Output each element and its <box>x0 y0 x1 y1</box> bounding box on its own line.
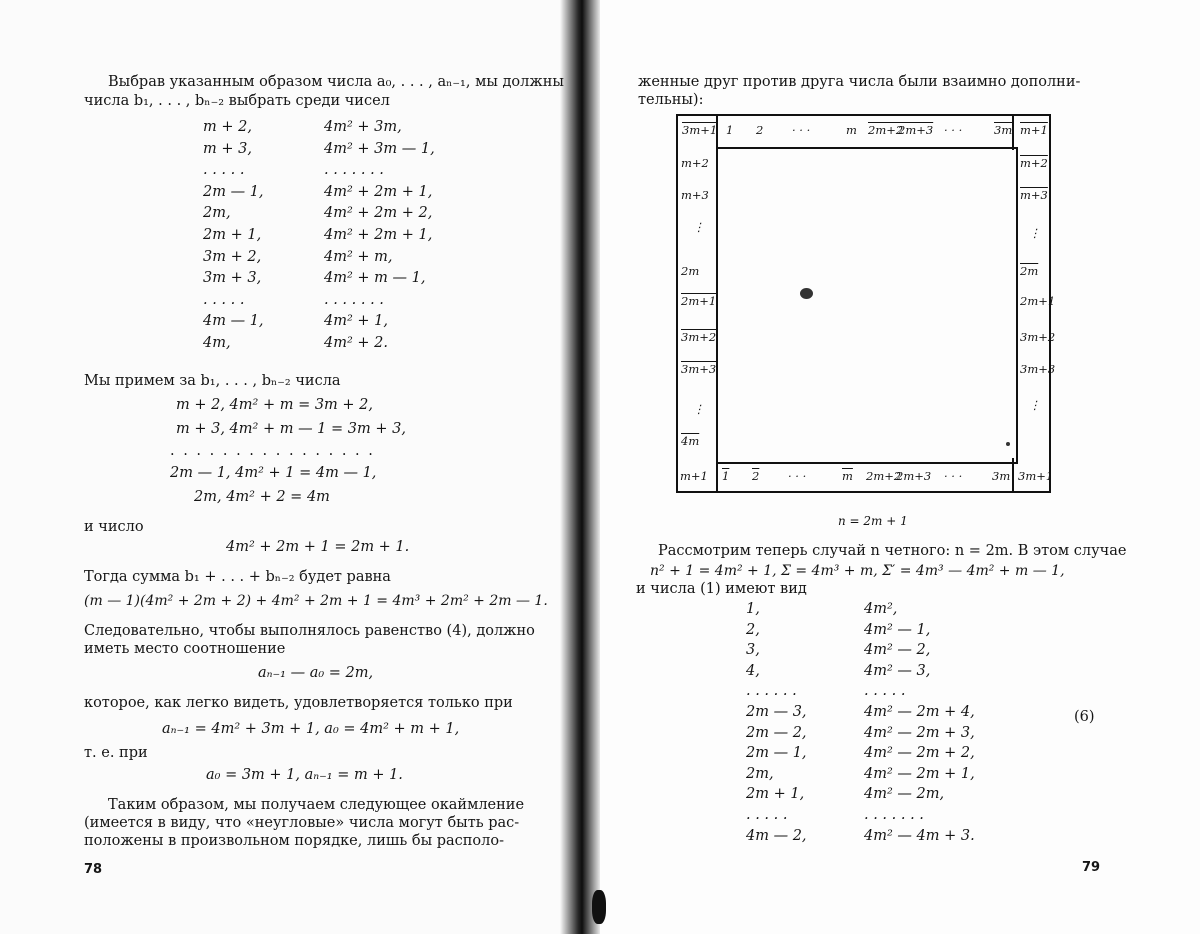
diagram-corner-divider <box>716 458 718 493</box>
diagram-top-label: · · · <box>944 123 963 137</box>
diagram-right-label: 3m+3 <box>1020 362 1056 376</box>
a0-equation: a₀ = 3m + 1, aₙ₋₁ = m + 1. <box>206 767 403 783</box>
diagram-bottom-label: 2m+3 <box>896 469 932 483</box>
table-right-cell: . . . . . . . <box>324 162 384 179</box>
accept-line: Мы примем за b₁, . . . , bₙ₋₂ числа <box>84 373 341 389</box>
list6-left-cell: 4, <box>746 662 760 679</box>
scan-speck <box>592 890 606 924</box>
diagram-bottom-label: 2 <box>752 469 760 483</box>
list6-left-cell: 2m + 1, <box>746 786 805 803</box>
top-line-2: тельны): <box>638 92 704 108</box>
diagram-top-label: 2m+2 <box>868 123 904 137</box>
diagram-left-label: 2m <box>681 264 700 278</box>
list6-right-cell: 4m² — 2, <box>864 642 931 659</box>
which-text: которое, как легко видеть, удовлетворяется только при <box>84 695 513 711</box>
list6-left-cell: 1, <box>746 601 760 617</box>
list6-right-cell: 4m² — 2m + 4, <box>864 704 975 720</box>
list6-right-cell: 4m² — 3, <box>864 662 931 679</box>
scan-speck <box>1006 442 1010 446</box>
diagram-bottom-label: · · · <box>788 469 807 483</box>
list6-right-cell: 4m² — 2m + 2, <box>864 745 975 762</box>
final-line-1: Таким образом, мы получаем следующее окаймление <box>108 797 525 813</box>
diagram-top-label: · · · <box>792 123 811 137</box>
consider-line-1: Рассмотрим теперь случай n четного: n = 2m. В этом случае <box>658 543 1127 559</box>
diagram-inner-frame <box>716 147 1018 464</box>
diagram-right-label: 3m+2 <box>1020 330 1056 344</box>
list6-right-cell: 4m² — 1, <box>864 621 931 638</box>
diagram-right-label: 2m <box>1020 264 1039 278</box>
diagram-corner-divider <box>1012 114 1014 150</box>
diagram-left-label: 3m+2 <box>681 330 717 344</box>
scan-speck <box>800 288 813 299</box>
page-number-left: 78 <box>84 862 103 877</box>
list6-left-cell: . . . . . . <box>746 683 797 700</box>
intro-line-2: числа b₁, . . . , bₙ₋₂ выбрать среди чисел <box>84 93 390 109</box>
ie-text: т. е. при <box>84 745 148 761</box>
book-gutter <box>560 0 600 934</box>
list6-right-cell: 4m² — 2m + 1, <box>864 765 975 782</box>
diagram-left-label: 3m+3 <box>681 362 717 376</box>
table-right-cell: 4m² + 2. <box>324 335 388 351</box>
diagram-bottom-label: 1 <box>722 469 730 483</box>
diagram-top-label: 3m <box>994 123 1013 137</box>
table-left-cell: . . . . . <box>203 291 245 308</box>
list6-left-cell: 3, <box>746 642 760 659</box>
diagram-right-label: ⋮ <box>1029 398 1041 412</box>
accept-row: m + 2, 4m² + m = 3m + 2, <box>176 397 374 413</box>
accept-row: m + 3, 4m² + m — 1 = 3m + 3, <box>176 421 406 437</box>
list6-left-cell: 2, <box>746 621 760 638</box>
diagram-left-label: m+2 <box>681 156 709 170</box>
diagram-left-label: ⋮ <box>693 220 705 234</box>
list6-right-cell: 4m² — 2m, <box>864 786 945 803</box>
list6-right-cell: . . . . . <box>864 683 906 700</box>
diagram-top-label: 1 <box>726 123 734 137</box>
diagram-top-label: m+1 <box>1020 123 1048 137</box>
diagram-caption: n = 2m + 1 <box>838 514 908 528</box>
table-left-cell: 2m, <box>203 205 231 222</box>
diagram-bottom-label: m+1 <box>680 469 708 483</box>
list6-right-cell: 4m², <box>864 601 898 617</box>
diagram-right-label: m+2 <box>1020 156 1048 170</box>
table-right-cell: . . . . . . . <box>324 291 384 308</box>
relation-equation: aₙ₋₁ — a₀ = 2m, <box>258 665 374 681</box>
intro-line-1: Выбрав указанным образом числа a₀, . . . , aₙ₋₁, мы должны <box>108 74 564 90</box>
diagram-bottom-label: 2m+2 <box>866 469 902 483</box>
diagram-left-label: 4m <box>681 434 700 448</box>
table-right-cell: 4m² + m — 1, <box>324 270 426 287</box>
diagram-left-label: ⋮ <box>693 402 705 416</box>
accept-row-dots: . . . . . . . . . . . . . . . . <box>170 443 375 459</box>
table-left-cell: m + 2, <box>203 119 252 135</box>
table-left-cell: 3m + 3, <box>203 270 262 287</box>
list6-left-cell: 2m — 2, <box>746 724 807 741</box>
equation-label: (6) <box>1074 709 1095 725</box>
accept-row: 2m — 1, 4m² + 1 = 4m — 1, <box>170 465 377 481</box>
border-square-diagram <box>676 114 1056 493</box>
page-number-right: 79 <box>1082 860 1101 875</box>
diagram-left-label: m+3 <box>681 188 709 202</box>
table-left-cell: 2m — 1, <box>203 183 264 200</box>
table-left-cell: m + 3, <box>203 140 252 157</box>
table-right-cell: 4m² + 1, <box>324 313 388 330</box>
diagram-right-label: ⋮ <box>1029 226 1041 240</box>
table-right-cell: 4m² + 3m — 1, <box>324 140 435 157</box>
final-line-3: положены в произвольном порядке, лишь бы располо- <box>84 833 505 849</box>
top-line-1: женные друг против друга числа были взаимно дополни- <box>638 74 1081 90</box>
diagram-corner-divider <box>1012 458 1014 493</box>
table-right-cell: 4m² + 2m + 2, <box>324 205 433 222</box>
diagram-top-label: m <box>846 123 857 137</box>
diagram-left-label: 2m+1 <box>681 294 717 308</box>
list6-right-cell: 4m² — 2m + 3, <box>864 724 975 741</box>
diagram-right-label: m+3 <box>1020 188 1048 202</box>
sum-text: Тогда сумма b₁ + . . . + bₙ₋₂ будет равна <box>84 569 391 585</box>
final-line-2: (имеется в виду, что «неугловые» числа могут быть рас- <box>84 815 520 831</box>
diagram-bottom-label: 3m <box>992 469 1011 483</box>
equation-number: 4m² + 2m + 1 = 2m + 1. <box>226 539 410 555</box>
diagram-top-label: 3m+1 <box>682 123 718 137</box>
list6-right-cell: 4m² — 4m + 3. <box>864 827 975 844</box>
table-left-cell: 4m — 1, <box>203 313 264 330</box>
table-left-cell: . . . . . <box>203 162 245 179</box>
list6-right-cell: . . . . . . . <box>864 807 924 823</box>
list6-left-cell: 4m — 2, <box>746 827 807 844</box>
consequence-line-2: иметь место соотношение <box>84 641 286 657</box>
diagram-top-label: 2 <box>756 123 764 137</box>
list6-left-cell: 2m — 3, <box>746 704 807 720</box>
diagram-bottom-label: $\overline{m}$ <box>842 469 853 483</box>
table-left-cell: 3m + 2, <box>203 248 262 265</box>
diagram-top-label: 2m+3 <box>898 123 934 137</box>
consider-line-2: n² + 1 = 4m² + 1, Σ = 4m³ + m, Σ′ = 4m³ — 4m² + m — 1, <box>650 563 1065 579</box>
sum-equation: (m — 1)(4m² + 2m + 2) + 4m² + 2m + 1 = 4m³ + 2m² + 2m — 1. <box>84 593 548 609</box>
list6-left-cell: 2m — 1, <box>746 745 807 762</box>
list6-left-cell: 2m, <box>746 765 774 782</box>
table-left-cell: 4m, <box>203 335 231 351</box>
table-right-cell: 4m² + 2m + 1, <box>324 183 433 200</box>
table-right-cell: 4m² + m, <box>324 248 393 265</box>
diagram-bottom-label: · · · <box>944 469 963 483</box>
table-left-cell: 2m + 1, <box>203 227 262 243</box>
and-number-text: и число <box>84 519 144 535</box>
a-values-equation: aₙ₋₁ = 4m² + 3m + 1, a₀ = 4m² + m + 1, <box>162 721 460 737</box>
diagram-right-label: 2m+1 <box>1020 294 1056 308</box>
consider-line-3: и числа (1) имеют вид <box>636 581 807 597</box>
table-right-cell: 4m² + 3m, <box>324 119 402 135</box>
diagram-bottom-label: 3m+1 <box>1018 469 1054 483</box>
list6-left-cell: . . . . . <box>746 807 788 823</box>
consequence-line-1: Следовательно, чтобы выполнялось равенство (4), должно <box>84 623 535 639</box>
table-right-cell: 4m² + 2m + 1, <box>324 227 433 243</box>
accept-row: 2m, 4m² + 2 = 4m <box>194 489 330 505</box>
